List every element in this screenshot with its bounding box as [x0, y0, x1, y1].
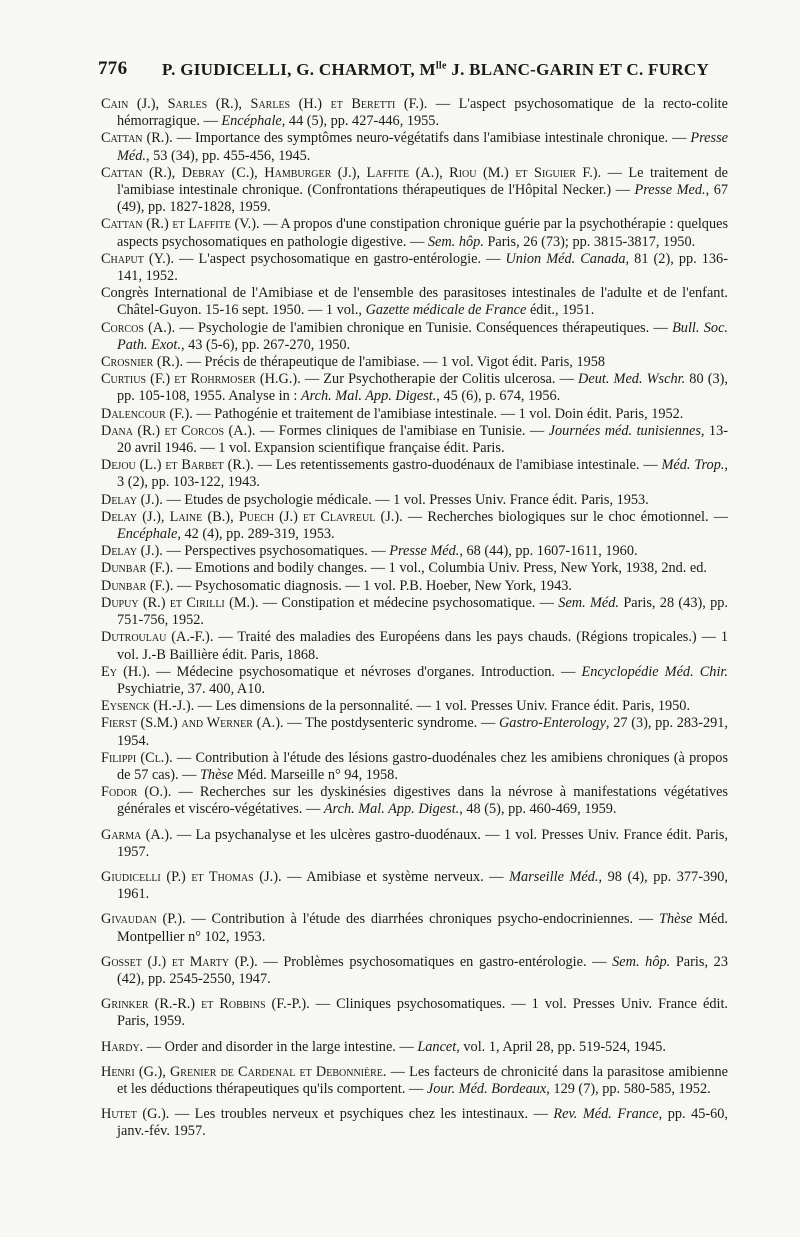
entry-authors: Hardy.	[101, 1038, 144, 1055]
entry-authors: Delay (J.), Laine (B.), Puech (J.) et Clavreul (J.).	[101, 508, 403, 525]
entry-source: Encéphale	[117, 526, 178, 543]
entry-authors: Fierst (S.M.) and Werner (A.).	[101, 715, 284, 732]
entry-authors: Cattan (R.).	[101, 130, 173, 147]
bibliography-entry	[101, 996, 728, 1030]
entry-source: Marseille Méd.	[509, 868, 599, 885]
entry-text: — Pathogénie et traitement de l'amibiase intestinale. — 1 vol. Doin édit. Paris, 1952.	[192, 405, 684, 422]
entry-text: Paris, 26 (73); pp. 3815-3817, 1950.	[483, 233, 696, 250]
entry-source: Thèse	[199, 766, 234, 783]
bibliography-entry	[101, 423, 728, 457]
entry-source: Sem. hôp.	[612, 953, 671, 970]
entry-text: — Les retentissements gastro-duodénaux de l'amibiase intestinale. —	[253, 457, 662, 474]
entry-text: — Les troubles nerveux et psychiques chez les intestinaux. —	[169, 1106, 554, 1123]
entry-source: Méd. Trop.	[661, 457, 725, 474]
bibliography-entry	[101, 96, 728, 130]
entry-authors: Ey (H.).	[101, 663, 151, 680]
bibliography-entry	[101, 320, 728, 354]
entry-authors: Cattan (R.), Debray (C.), Hamburger (J.), Laffite (A.), Riou (M.) et Siguier F.).	[101, 164, 602, 181]
entry-text: — Les facteurs de chronicité dans la parasitose amibienne et les déductions thérapeutiques qu'ils comportent. —	[117, 1063, 728, 1097]
entry-authors: Grinker (R.-R.) et Robbins (F.-P.).	[101, 996, 310, 1013]
entry-text: — Contribution à l'étude des diarrhées chroniques psycho-endocriniennes. —	[185, 911, 660, 928]
entry-text: — Perspectives psychosomatiques. —	[162, 543, 390, 560]
entry-authors: Fodor (O.).	[101, 784, 172, 801]
bibliography-entry	[101, 698, 728, 715]
bibliography-entry	[101, 457, 728, 491]
entry-source: Rev. Méd. France	[553, 1106, 659, 1123]
entry-authors: Dalencour (F.).	[101, 405, 193, 422]
entry-text: — Amibiase et système nerveux. —	[281, 868, 510, 885]
entry-source: Thèse	[659, 911, 693, 928]
bibliography-list	[101, 96, 728, 1141]
entry-authors: Curtius (F.) et Rohrmoser (H.G.).	[101, 371, 301, 388]
bibliography-entry	[101, 1039, 728, 1056]
entry-text: , 3 (2), pp. 103-122, 1943.	[117, 457, 728, 491]
entry-authors: Delay (J.).	[101, 543, 163, 560]
entry-source: Union Méd. Canada,	[505, 250, 630, 267]
bibliography-entry	[101, 216, 728, 250]
entry-text: — Recherches biologiques sur le choc émotionnel. —	[402, 508, 728, 525]
bibliography-entry	[101, 869, 728, 903]
entry-text: , 13-20 avril 1946. — 1 vol. Expansion scientifique française édit. Paris.	[117, 422, 728, 457]
bibliography-entry	[101, 595, 728, 629]
bibliography-entry	[101, 1064, 728, 1098]
entry-authors: Cattan (R.) et Laffite (V.).	[101, 216, 260, 233]
entry-text: , 68 (44), pp. 1607-1611, 1960.	[459, 543, 638, 560]
bibliography-entry	[101, 130, 728, 164]
bibliography-entry	[101, 911, 728, 945]
entry-text: — Constipation et médecine psychosomatique. —	[258, 594, 559, 611]
page-number: 776	[98, 58, 128, 79]
entry-text: — Psychologie de l'amibien chronique en Tunisie. Conséquences thérapeutiques. —	[175, 319, 673, 336]
entry-text: , 98 (4), pp. 377-390, 1961.	[117, 868, 728, 903]
entry-source: Lancet	[417, 1038, 457, 1055]
bibliography-entry	[101, 371, 728, 405]
entry-source: Presse Méd.	[117, 130, 728, 164]
entry-text: 80 (3), pp. 105-108, 1955. Analyse in :	[117, 371, 728, 405]
bibliography-entry	[101, 784, 728, 818]
entry-text: — Le traitement de l'amibiase intestinale chronique. (Confrontations thérapeutiques de l'Hôpital Necker.) —	[117, 164, 728, 199]
entry-authors: Dunbar (F.).	[101, 560, 174, 577]
entry-text: édit., 1951.	[526, 302, 595, 319]
entry-source: Arch. Mal. App. Digest.	[323, 801, 460, 818]
entry-text: — L'aspect psychosomatique en gastro-entérologie. —	[174, 250, 506, 267]
entry-text: , 129 (7), pp. 580-585, 1952.	[546, 1080, 711, 1097]
running-title: P. GIUDICELLI, G. CHARMOT, $M^{lle}$ J. BLANC-GARIN ET C. FURCY	[162, 60, 710, 79]
entry-authors: Henri (G.), Grenier de Cardenal et Debonnière.	[101, 1063, 387, 1080]
bibliography-entry	[101, 165, 728, 217]
bibliography-entry	[101, 492, 728, 509]
entry-text: , 44 (5), pp. 427-446, 1955.	[281, 113, 440, 130]
entry-authors: Chaput (Y.).	[101, 250, 175, 267]
entry-text: — Traité des maladies des Européens dans les pays chauds. (Régions tropicales.) — 1 vol. J.-B Baillière édit. Paris, 1868.	[117, 629, 729, 663]
entry-source: Jour. Méd. Bordeaux	[426, 1080, 547, 1097]
entry-text: — L'aspect psychosomatique de la recto-colite hémorragique. —	[117, 96, 728, 130]
bibliography-entry	[101, 715, 728, 749]
entry-authors: Eysenck (H.-J.).	[101, 698, 195, 715]
entry-text: Psychiatrie, 37. 400, A10.	[117, 680, 266, 697]
bibliography-entry	[101, 543, 728, 560]
entry-authors: Givaudan (P.).	[101, 911, 186, 928]
bibliography-entry	[101, 354, 728, 371]
entry-source: Arch. Mal. App. Digest.	[300, 388, 437, 405]
entry-text: Paris, 28 (43), pp. 751-756, 1952.	[117, 594, 728, 629]
entry-source: Presse Méd.	[389, 543, 460, 560]
entry-authors: Filippi (Cl.).	[101, 749, 173, 766]
entry-text: , 43 (5-6), pp. 267-270, 1950.	[180, 336, 351, 353]
bibliography-entry	[101, 954, 728, 988]
entry-text: , vol. 1, April 28, pp. 519-524, 1945.	[456, 1038, 666, 1055]
entry-text: — Contribution à l'étude des lésions gastro-duodénales chez les amibiens chroniques (à propos de 57 cas). —	[117, 749, 729, 783]
bibliography-entry	[101, 285, 728, 319]
entry-text: , 27 (3), pp. 283-291, 1954.	[117, 715, 728, 749]
entry-text: — Les dimensions de la personnalité. — 1 vol. Presses Univ. France édit. Paris, 1950.	[194, 698, 691, 715]
entry-source: Encyclopédie Méd. Chir.	[581, 663, 728, 680]
entry-authors: Crosnier (R.).	[101, 354, 184, 371]
bibliography-entry	[101, 827, 728, 861]
entry-text: — La psychanalyse et les ulcères gastro-duodénaux. — 1 vol. Presses Univ. France édit. Paris, 1957.	[117, 826, 728, 860]
entry-authors: Garma (A.).	[101, 826, 173, 843]
entry-text: — A propos d'une constipation chronique guérie par la psychothérapie : quelques aspects psychosomatiques en pathologie digestive. —	[117, 216, 729, 250]
entry-text: — Order and disorder in the large intestine. —	[143, 1038, 418, 1055]
bibliography-entry	[101, 406, 728, 423]
entry-text: — Etudes de psychologie médicale. — 1 vol. Presses Univ. France édit. Paris, 1953.	[162, 491, 649, 508]
entry-authors: Dupuy (R.) et Cirilli (M.).	[101, 594, 259, 611]
entry-text: Méd. Montpellier n° 102, 1953.	[117, 911, 729, 945]
entry-text: , 53 (34), pp. 455-456, 1945.	[145, 147, 311, 164]
entry-source: Sem. Méd.	[558, 594, 619, 611]
entry-authors: Hutet (G.).	[101, 1106, 170, 1123]
entry-authors: Cain (J.), Sarles (R.), Sarles (H.) et Beretti (F.).	[101, 96, 428, 112]
entry-authors: Dutroulau (A.-F.).	[101, 629, 214, 646]
entry-authors: Giudicelli (P.) et Thomas (J.).	[101, 868, 282, 885]
entry-text: , 42 (4), pp. 289-319, 1953.	[177, 526, 335, 543]
bibliography-entry	[101, 1106, 728, 1140]
bibliography-entry	[101, 251, 728, 285]
entry-text: , 67 (49), pp. 1827-1828, 1959.	[117, 182, 728, 216]
bibliography-entry	[101, 509, 728, 543]
bibliography-entry	[101, 629, 728, 663]
entry-authors: Gosset (J.) et Marty (P.).	[101, 953, 258, 970]
entry-source: Deut. Med. Wschr.	[578, 371, 686, 388]
entry-authors: Corcos (A.).	[101, 319, 176, 336]
entry-text: Paris, 23 (42), pp. 2545-2550, 1947.	[117, 953, 728, 987]
entry-authors: Delay (J.).	[101, 491, 163, 508]
entry-text: Congrès International de l'Amibiase et de l'ensemble des parasitoses intestinales de l'adulte et de l'enfant. Châtel-Guyon. 15-16 sept. 1950. — 1 vol.,	[101, 285, 728, 319]
entry-text: — Médecine psychosomatique et névroses d'organes. Introduction. —	[150, 663, 582, 680]
entry-authors: Dana (R.) et Corcos (A.).	[101, 422, 256, 439]
bibliography-entry	[101, 750, 728, 784]
entry-text: 81 (2), pp. 136-141, 1952.	[117, 250, 728, 285]
entry-text: , 45 (6), p. 674, 1956.	[436, 388, 561, 405]
entry-text: — Importance des symptômes neuro-végétatifs dans l'amibiase intestinale chronique. —	[172, 130, 691, 147]
entry-text: , pp. 45-60, janv.-fév. 1957.	[117, 1106, 728, 1140]
page-header	[98, 58, 738, 86]
entry-authors: Dejou (L.) et Barbet (R.).	[101, 457, 254, 474]
entry-text: — Zur Psychotherapie der Colitis ulcerosa. —	[300, 371, 579, 388]
entry-source: Bull. Soc. Path. Exot.	[117, 319, 728, 353]
entry-source: Journées méd. tunisiennes	[548, 422, 701, 439]
entry-source: Presse Med.	[634, 182, 706, 199]
entry-text: — Problèmes psychosomatiques en gastro-entérologie. —	[257, 953, 613, 970]
entry-text: — Formes cliniques de l'amibiase en Tunisie. —	[255, 422, 549, 439]
entry-text: — Psychosomatic diagnosis. — 1 vol. P.B. Hoeber, New York, 1943.	[173, 577, 572, 594]
entry-source: Gastro-Enterology	[498, 715, 606, 732]
bibliography-entry	[101, 560, 728, 577]
entry-source: Encéphale	[221, 113, 282, 130]
entry-authors: Dunbar (F.).	[101, 577, 174, 594]
entry-text: — Précis de thérapeutique de l'amibiase. — 1 vol. Vigot édit. Paris, 1958	[183, 354, 606, 371]
entry-source: Sem. hôp.	[427, 233, 484, 250]
entry-source: Gazette médicale de France	[365, 302, 527, 319]
entry-text: — Emotions and bodily changes. — 1 vol., Columbia Univ. Press, New York, 1938, 2nd. ed.	[173, 560, 707, 577]
entry-text: Méd. Marseille n° 94, 1958.	[233, 766, 398, 783]
entry-text: — The postdysenteric syndrome. —	[283, 715, 499, 732]
bibliography-entry	[101, 664, 728, 698]
entry-text: — Cliniques psychosomatiques. — 1 vol. Presses Univ. France édit. Paris, 1959.	[117, 996, 728, 1030]
entry-text: , 48 (5), pp. 460-469, 1959.	[459, 801, 617, 818]
bibliography-entry	[101, 578, 728, 595]
entry-text: — Recherches sur les dyskinésies digestives dans la névrose à manifestations végétatives générales et viscéro-végétatives. —	[117, 784, 728, 818]
